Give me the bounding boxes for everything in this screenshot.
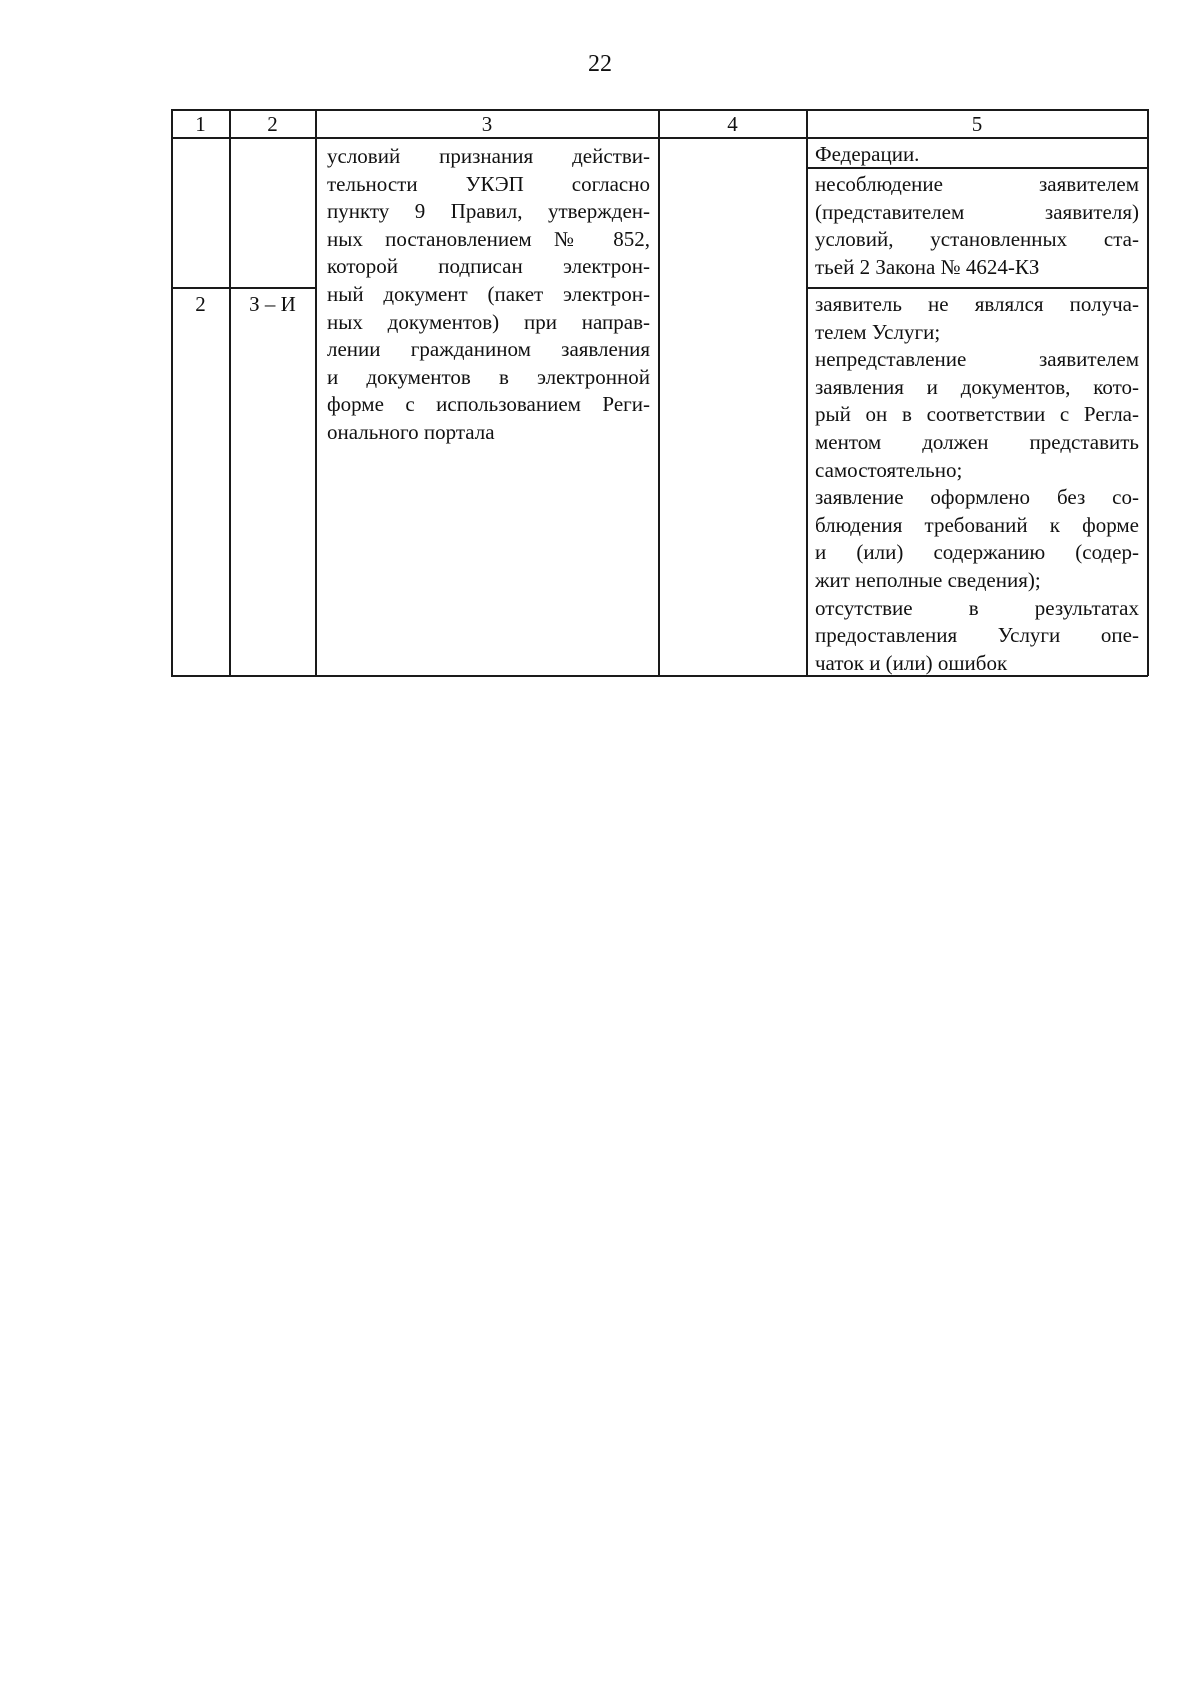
table-top-border bbox=[171, 109, 1148, 111]
col5-row2-line: ментом должен представить bbox=[815, 429, 1139, 454]
col3-cell-text bbox=[327, 143, 650, 447]
col-border-2-3 bbox=[315, 109, 317, 676]
col3-line: и документов в электронной bbox=[327, 364, 650, 389]
header-col-4: 4 bbox=[727, 112, 738, 136]
col3-line: форме с использованием Реги- bbox=[327, 392, 650, 417]
col5-row2-line: телем Услуги; bbox=[815, 319, 941, 344]
col3-line: ный документ (пакет электрон- bbox=[327, 281, 650, 306]
col3-line: ных документов) при направ- bbox=[327, 309, 650, 334]
col3-line: которой подписан электрон- bbox=[327, 254, 650, 279]
col-border-1-2 bbox=[229, 109, 231, 676]
col5-row2-line: непредставление заявителем bbox=[815, 347, 1139, 372]
col3-line: тельности УКЭП согласно bbox=[327, 171, 650, 196]
col5-row1-line: тьей 2 Закона № 4624-КЗ bbox=[815, 254, 1040, 279]
col5-row2-line: самостоятельно; bbox=[815, 457, 963, 482]
col3-line: онального портала bbox=[327, 419, 495, 444]
col3-line: лении гражданином заявления bbox=[327, 337, 650, 362]
header-col-3: 3 bbox=[481, 112, 493, 136]
row-divider-right bbox=[806, 287, 1148, 289]
row2-col2-code: З – И bbox=[249, 292, 296, 316]
col5-row1-bottom-text bbox=[815, 171, 1139, 281]
header-col-1: 1 bbox=[195, 112, 206, 136]
col5-row2-line: и (или) содержанию (содер- bbox=[815, 540, 1139, 565]
col3-line: ных постановлением № 852, bbox=[327, 226, 650, 251]
col5-row2-line: заявления и документов, кото- bbox=[815, 374, 1139, 399]
col5-row2-line: блюдения требований к форме bbox=[815, 512, 1139, 537]
col3-line: условий признания действи- bbox=[327, 144, 650, 168]
col5-row2-line: чаток и (или) ошибок bbox=[815, 650, 1008, 675]
col5-row2-line: заявление оформлено без со- bbox=[815, 485, 1139, 510]
page-number: 22 bbox=[588, 51, 612, 77]
col5-row1-line: (представителем заявителя) bbox=[815, 199, 1139, 224]
col-border-4-5 bbox=[806, 109, 808, 676]
header-bottom-border bbox=[171, 137, 1148, 139]
document-table bbox=[0, 0, 1200, 700]
col5-row2-line: заявитель не являлся получа- bbox=[815, 292, 1139, 316]
col5-row1-top-text: Федерации. bbox=[815, 142, 920, 166]
col-border-right bbox=[1147, 109, 1149, 676]
row-divider-left bbox=[171, 287, 316, 289]
col3-line: пункту 9 Правил, утвержден- bbox=[327, 199, 650, 224]
col-border-left bbox=[171, 109, 173, 676]
col5-row2-line: отсутствие в результатах bbox=[815, 595, 1139, 620]
col5-row1-line: условий, установленных ста- bbox=[815, 227, 1139, 252]
col5-row1-line: несоблюдение заявителем bbox=[815, 172, 1139, 196]
col5-row2-line: рый он в соответствии с Регла- bbox=[815, 402, 1139, 427]
row2-col1-number: 2 bbox=[195, 292, 206, 316]
header-col-5: 5 bbox=[971, 112, 983, 136]
header-col-2: 2 bbox=[267, 112, 278, 136]
col5-row2-line: предоставления Услуги опе- bbox=[815, 623, 1139, 648]
col-border-3-4 bbox=[658, 109, 660, 676]
col5-row2-text bbox=[815, 291, 1139, 677]
col5-row2-line: жит неполные сведения); bbox=[815, 567, 1041, 592]
